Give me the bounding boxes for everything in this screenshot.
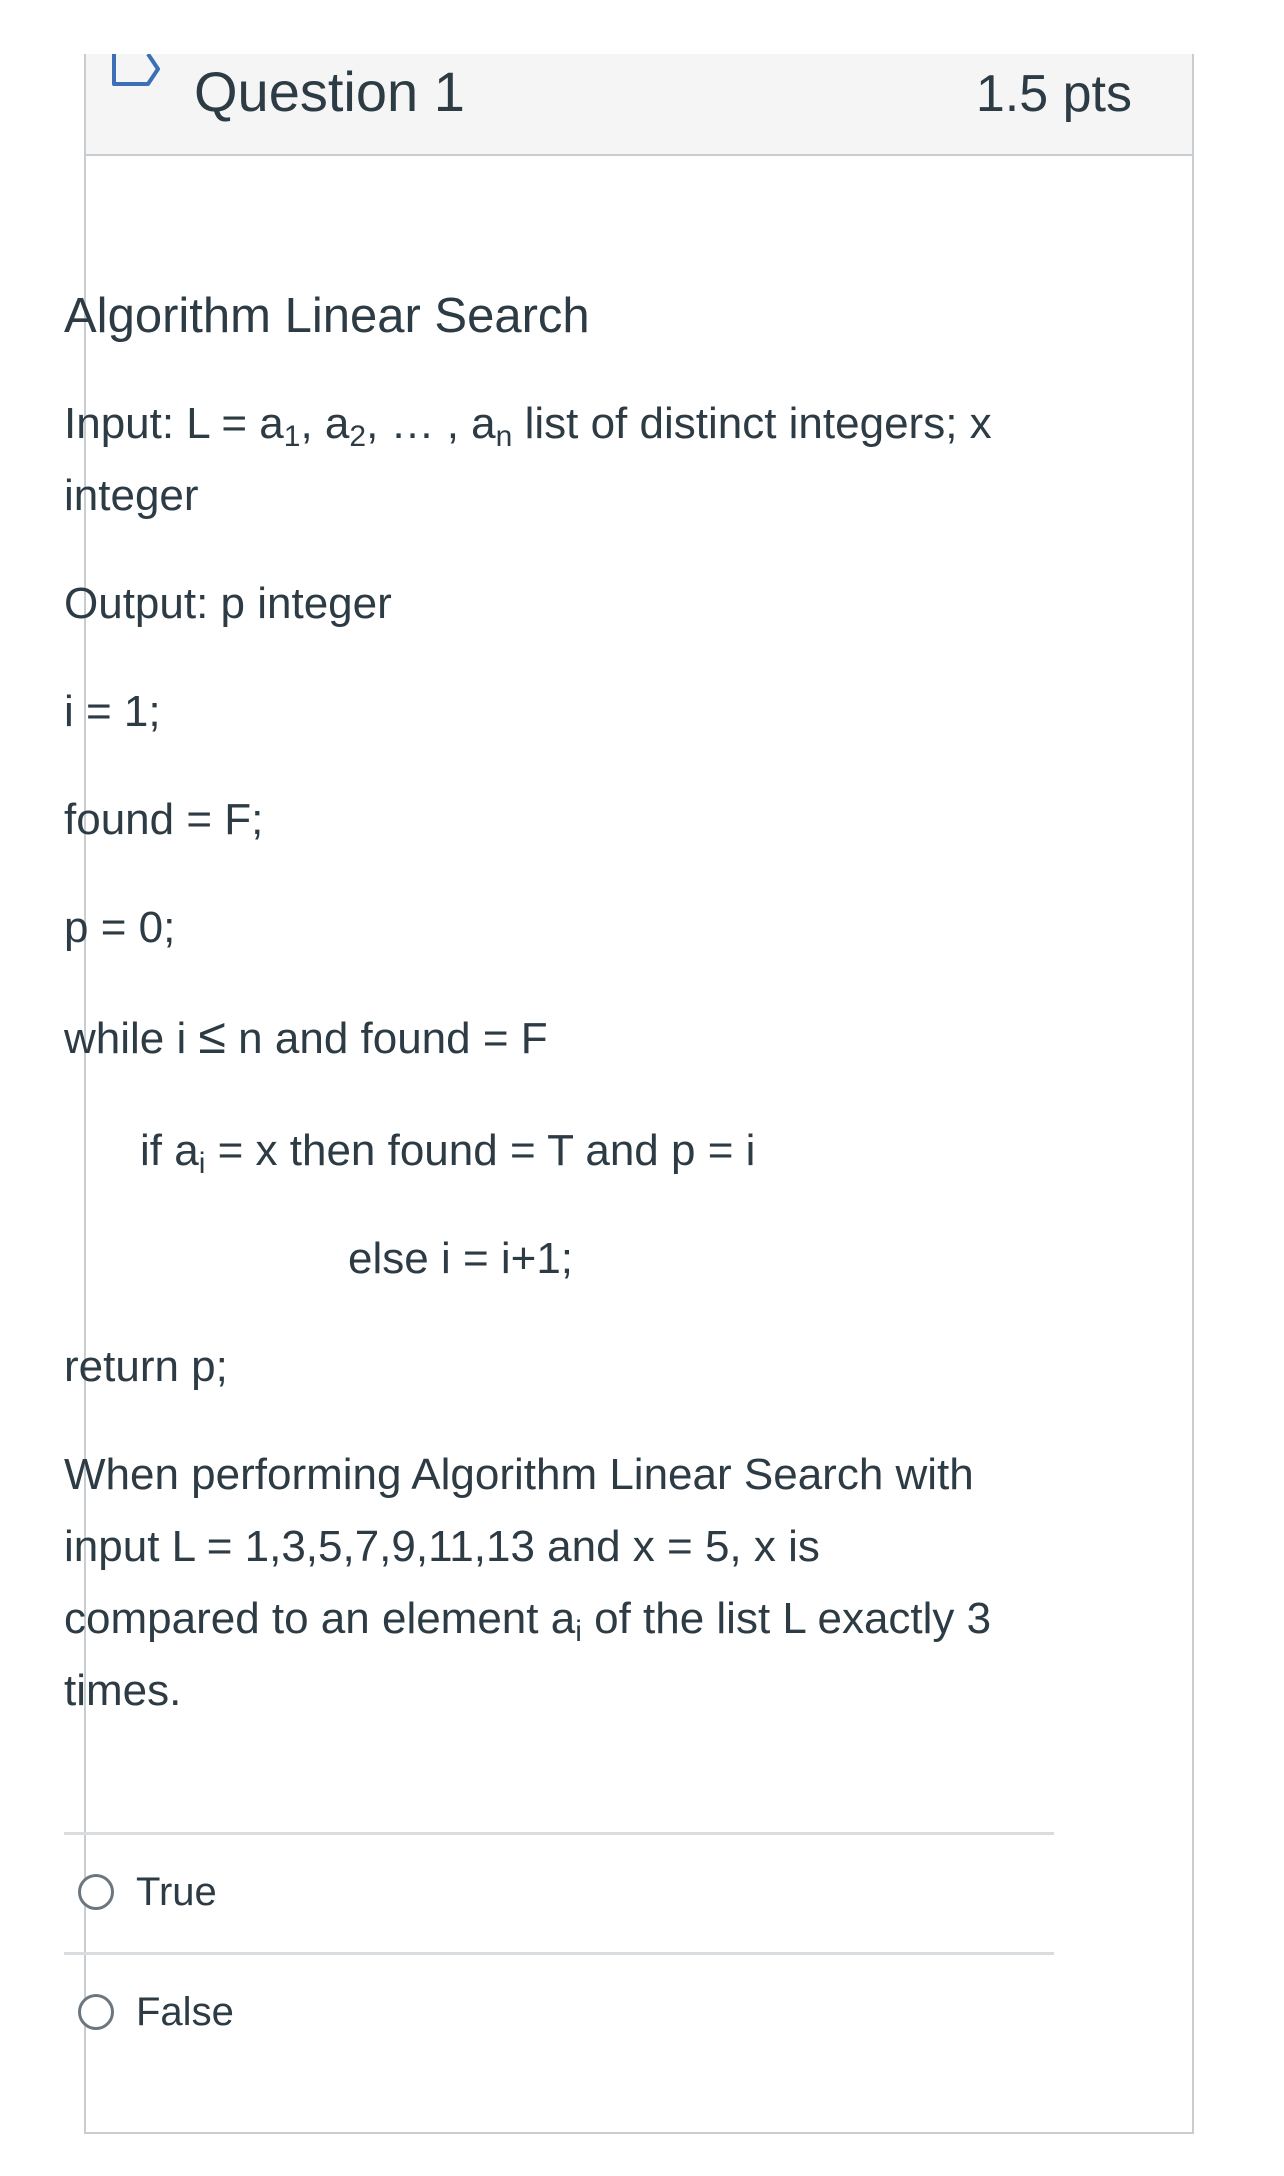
- radio-true[interactable]: [78, 1874, 114, 1910]
- answer-option-false[interactable]: [78, 1972, 234, 2052]
- statement-line-1: When performing Algorithm Linear Search with: [64, 1450, 974, 1499]
- statement-line-3: compared to an element $a_i$ of the list L exactly 3: [64, 1594, 992, 1648]
- algorithm-input-line: Input: $L = a_1$, $a_2$, … , $a_n$ list of distinct integers; x: [64, 399, 992, 453]
- question-points: 1.5 pts: [975, 65, 1132, 123]
- statement-line-2: input L = 1,3,5,7,9,11,13 and x = 5, x is: [64, 1522, 820, 1571]
- algorithm-if-line: if $a_i = x$ then found = T and p = i: [140, 1126, 756, 1180]
- algorithm-init-p: p = 0;: [64, 903, 176, 952]
- question-title: Question 1: [194, 60, 465, 123]
- answers-divider-top: [64, 1832, 1054, 1835]
- answer-label-true: True: [136, 1869, 217, 1914]
- radio-false[interactable]: [78, 1994, 114, 2030]
- algorithm-init-i: i = 1;: [64, 687, 161, 736]
- algorithm-else-line: else i = i+1;: [348, 1234, 574, 1283]
- answer-label-false: False: [136, 1989, 234, 2034]
- algorithm-input-line-2: integer: [64, 471, 199, 520]
- answers-divider-middle: [64, 1952, 1054, 1955]
- algorithm-init-found: found = F;: [64, 795, 264, 844]
- algorithm-title: Algorithm Linear Search: [64, 289, 590, 343]
- algorithm-output-line: Output: p integer: [64, 579, 392, 628]
- question-card: [84, 54, 1194, 2134]
- statement-line-4: times.: [64, 1666, 182, 1715]
- algorithm-return-line: return p;: [64, 1342, 228, 1391]
- question-header: [86, 54, 1192, 156]
- answer-option-true[interactable]: [78, 1852, 217, 1932]
- algorithm-while-line: while i ≤ n and found = F: [64, 1008, 548, 1064]
- bookmark-flag-icon[interactable]: [110, 54, 162, 102]
